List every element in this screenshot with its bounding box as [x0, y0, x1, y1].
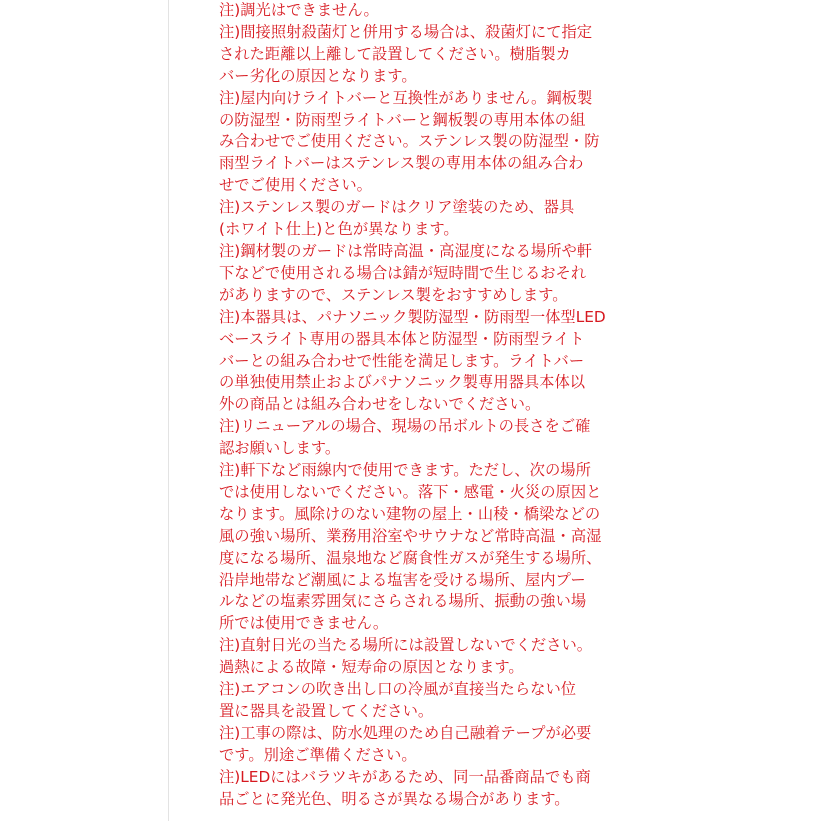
- note-line: では使用しないでください。落下・感電・火災の原因と: [219, 482, 602, 501]
- note-line: 注)ステンレス製のガードはクリア塗装のため、器具: [219, 198, 575, 217]
- note-line: の防湿型・防雨型ライトバーと鋼板製の専用本体の組: [219, 110, 586, 129]
- note-line: 置に器具を設置してください。: [219, 702, 434, 720]
- note-line: 注)工事の際は、防水処理のため自己融着テープが必要: [219, 723, 592, 742]
- note-line: 下などで使用される場合は錆が短時間で生じるおそれ: [219, 263, 587, 282]
- note-line: 認お願いします。: [219, 439, 341, 458]
- note-line: ベースライト専用の器具本体と防湿型・防雨型ライト: [219, 329, 585, 348]
- note-line: 雨型ライトバーはステンレス製の専用本体の組み合わ: [219, 154, 584, 173]
- note-line: 度になる場所、温泉地など腐食性ガスが発生する場所、: [219, 548, 602, 567]
- note-line: 注)屋内向けライトバーと互換性がありません。鋼板製: [219, 88, 593, 107]
- note-line: せでご使用ください。: [219, 176, 372, 195]
- note-line: がありますので、ステンレス製をおすすめします。: [219, 285, 568, 304]
- note-line: された距離以上離して設置してください。樹脂製カ: [219, 44, 571, 63]
- note-line: 風の強い場所、業務用浴室やサウナなど常時高温・高湿: [219, 526, 602, 545]
- note-line: 注)エアコンの吹き出し口の冷風が直接当たらない位: [219, 680, 577, 699]
- note-line: 注)鋼材製のガードは常時高温・高湿度になる場所や軒: [219, 241, 593, 260]
- note-line: 注)間接照射殺菌灯と併用する場合は、殺菌灯にて指定: [219, 22, 593, 41]
- note-line: 注)リニューアルの場合、現場の吊ボルトの長さをご確: [219, 417, 591, 436]
- note-line: 外の商品とは組み合わせをしないでください。: [219, 395, 541, 414]
- note-line: 所では使用できません。: [219, 614, 389, 633]
- note-line: です。別途ご準備ください。: [219, 745, 417, 764]
- note-line: (ホワイト仕上)と色が異なります。: [219, 220, 459, 239]
- note-line: 沿岸地帯など潮風による塩害を受ける場所、屋内プー: [219, 570, 586, 589]
- note-line: 過熱による故障・短寿命の原因となります。: [219, 658, 524, 677]
- note-line: なります。風除けのない建物の屋上・山稜・橋梁などの: [219, 504, 601, 523]
- note-line: の単独使用禁止およびパナソニック製専用器具本体以: [219, 373, 586, 392]
- caution-notes-list: [219, 0, 659, 811]
- note-line: バー劣化の原因となります。: [219, 66, 417, 85]
- note-line: み合わせでご使用ください。ステンレス製の防湿型・防: [219, 132, 600, 151]
- note-line: 注)LEDにはバラツキがあるため、同一品番商品でも商: [219, 767, 591, 786]
- note-line: 注)直射日光の当たる場所には設置しないでください。: [219, 636, 593, 655]
- note-line: バーとの組み合わせで性能を満足します。ライトバー: [219, 351, 585, 370]
- left-border-line: [168, 0, 169, 821]
- note-line: 品ごとに発光色、明るさが異なる場合があります。: [219, 789, 570, 808]
- note-line: 注)軒下など雨線内で使用できます。ただし、次の場所: [219, 461, 591, 480]
- note-line: 注)本器具は、パナソニック製防湿型・防雨型一体型LED: [219, 307, 606, 326]
- note-line: ルなどの塩素雰囲気にさらされる場所、振動の強い場: [219, 592, 587, 611]
- note-line: 注)調光はできません。: [219, 1, 379, 19]
